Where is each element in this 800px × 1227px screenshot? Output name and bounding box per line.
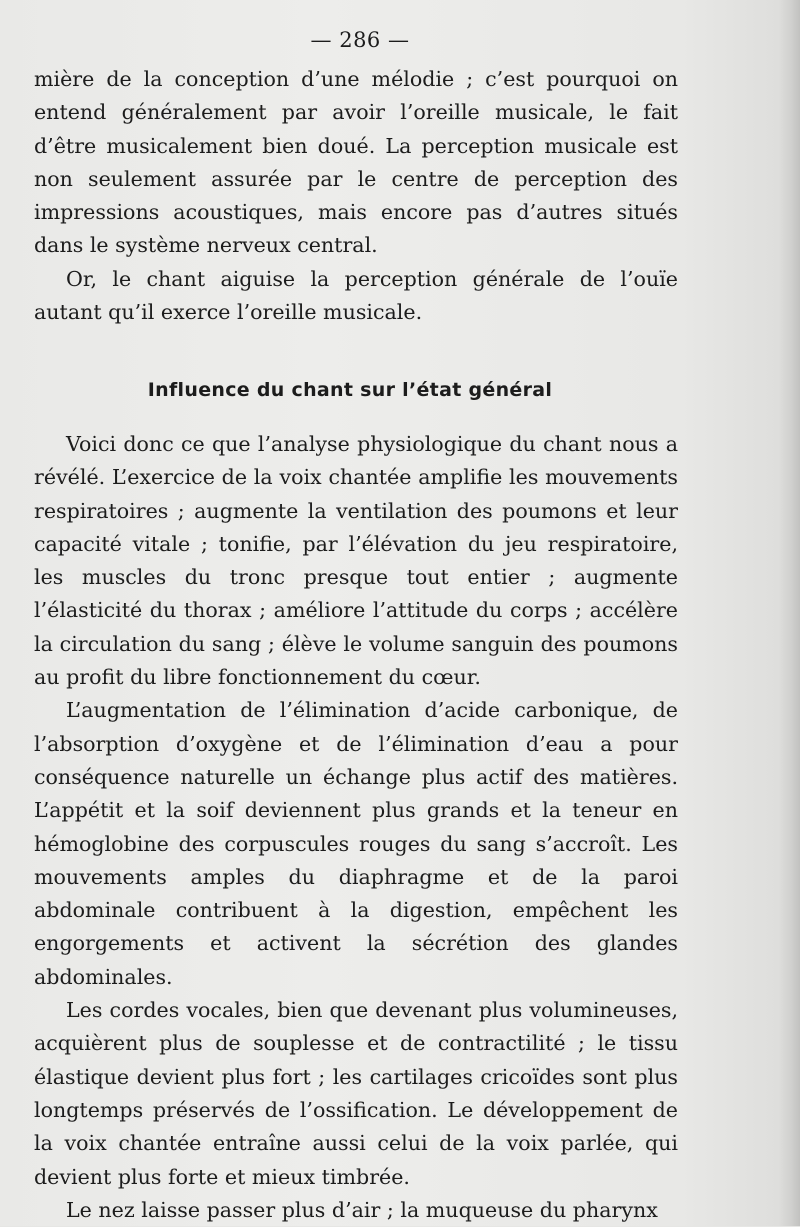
paragraph-physiology: Voici donc ce que l’analyse physiologique du chant nous a révélé. L’exercice de la voix chantée amplifie les mouvements respiratoires ; augmente la ventilation des poumons et leur capacité vitale ; tonifie, par l’élévation du jeu respiratoire, les muscles du tronc presque tout entier ; augmente l’élasticité du thorax ; améliore l’attitude du corps ; accélère la circulation du sang ; élève le volume sanguin des poumons au profit du libre fonctionnement du cœur. bbox=[34, 432, 678, 690]
section-heading: Influence du chant sur l’état général bbox=[147, 379, 553, 401]
paragraph-vocal-cords: Les cordes vocales, bien que devenant plus volumineuses, acquièrent plus de souplesse et de contractilité ; le tissu élastique devient plus fort ; les cartilages cricoïdes sont plus longtemps préservés de l’ossification. Le développement de la voix chantée entraîne aussi celui de la voix parlée, qui devient plus forte et mieux timbrée. bbox=[34, 998, 678, 1189]
paragraph-exchange: L’augmentation de l’élimination d’acide carbonique, de l’absorption d’oxygène et de l’élimination d’eau a pour conséquence naturelle un échange plus actif des matières. L’appétit et la soif deviennent plus grands et la teneur en hémoglobine des corpuscules rouges du sang s’accroît. Les mouvements amples du diaphragme et de la paroi abdominale contribuent à la digestion, empêchent les engorgements et activent la sécrétion des glandes abdominales. bbox=[34, 698, 678, 989]
bottom-text-block bbox=[34, 428, 678, 1227]
paragraph-hearing: Or, le chant aiguise la perception générale de l’ouïe autant qu’il exerce l’oreille musicale. bbox=[34, 266, 678, 325]
paragraph-nose: Le nez laisse passer plus d’air ; la muqueuse du pharynx bbox=[66, 1197, 658, 1222]
page-edge-shadow bbox=[778, 0, 800, 1226]
top-text-block bbox=[34, 63, 678, 329]
page-number: — 286 — bbox=[310, 28, 410, 52]
paragraph-continuation: mière de la conception d’une mélodie ; c’est pourquoi on entend généralement par avoir l’oreille musicale, le fait d’être musicalement bien doué. La perception musicale est non seulement assurée par le centre de perception des impressions acoustiques, mais encore pas d’autres situés dans le système nerveux central. bbox=[34, 67, 678, 258]
